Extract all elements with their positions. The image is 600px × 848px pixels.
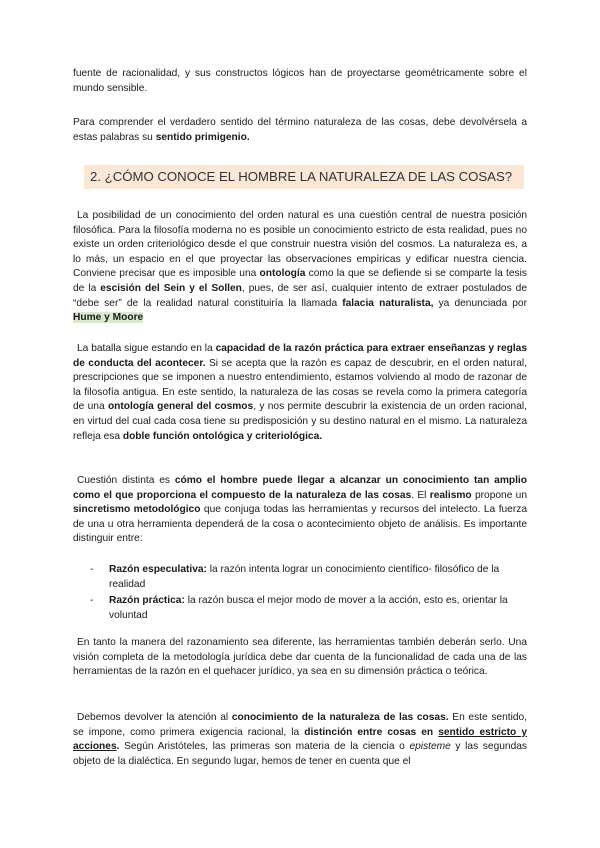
paragraph-batalla [73,342,527,444]
paragraph-text: La posibilidad de un conocimiento del orden natural es una cuestión central de nuestra posición filosófica. Para la filosofía moderna no es posible un conocimiento estricto de esta realidad, pues no existe un orden criteriológico desde el que construir nuestra visión del cosmos. La naturaleza es, a lo más, un espacio en el que proyectar las observaciones empíricas y edificar nuestra ciencia. Conviene precisar que es imposible una [73,210,527,280]
paragraph-text: Debemos devolver la atención al [77,712,232,723]
bullet-dash: - [90,595,94,606]
bullet-dash: - [90,564,94,575]
bold-text: Razón especulativa: [109,564,207,575]
bold-text: cómo el hombre puede llegar a alcanzar un conocimiento tan amplio como el que proporciona el compuesto de la naturaleza de las cosas [73,475,527,501]
paragraph-text: y las segundas objeto de la dialéctica. En segundo lugar, hemos de tener en cuenta que el [73,741,527,767]
paragraph-atencion [73,711,527,769]
paragraph-text: Si se acepta que la razón es capaz de descubrir, en el orden natural, prescripciones que se imponen a nuestro entendimiento, estamos volviendo al modo de razonar de la filosofía antigua. En este sentido, la naturaleza de las cosas se revela como la primera categoría de una [73,357,528,413]
paragraph-cuestion [73,474,527,547]
paragraph-text: que conjuga todas las herramientas y recursos del intelecto. La fuerza de una u otra herramienta dependerá de la cosa o acontecimiento objeto de análisis. Es importante distinguir entre: [73,504,528,545]
paragraph-herramientas [73,636,527,680]
paragraph-text: En tanto la manera del razonamiento sea diferente, las herramientas también deberán serlo. Una visión completa de la metodología jurídica debe dar cuenta de la funcionalidad de cada una de las herramientas de la razón en el quehacer jurídico, ya sea en su dimensión práctica o teórica. [73,637,527,678]
bold-text: Razón práctica: [109,595,185,606]
bold-text: falacia naturalista, [342,297,434,309]
bold-text: doble función ontológica y criteriológica. [122,430,323,442]
paragraph-text: , pues, de ser así, cualquier intento de extraer postulados de “debe ser” de la realidad natural constituiría la llamada [73,282,527,309]
paragraph-intro [73,67,527,96]
bold-text: sentido primigenio. [155,131,250,143]
paragraph-text: , y nos permite descubrir la existencia de un orden racional, en virtud del cual cada cosa tiene su predisposición y su destino natural en el mismo. La naturaleza refleja esa [73,401,527,442]
paragraph-conocimiento [73,209,527,326]
paragraph-text: La batalla sigue estando en la [77,343,216,354]
list-item-text [109,562,519,592]
paragraph-text: . El [411,489,430,501]
list-item-text [109,593,519,623]
paragraph-text: En este sentido, se impone, como primera exigencia racional, la [73,712,528,738]
bold-text: sincretismo metodológico [73,504,201,516]
highlighted-authors: Hume y Moore [73,312,144,324]
paragraph-text: Cuestión distinta es [77,475,175,486]
bold-text: realismo [429,489,472,501]
paragraph-text: como la que se defiende si se comparte la tesis de la [73,268,528,294]
bold-text: . [116,741,120,753]
section-heading: 2. ¿CÓMO CONOCE EL HOMBRE LA NATURALEZA DE LAS COSAS? [84,165,524,189]
paragraph-sentido [73,116,527,145]
bold-text: distinción entre cosas en [304,726,439,738]
bold-text: conocimiento de la naturaleza de las cosas. [231,712,449,723]
italic-text: episteme [409,741,451,753]
paragraph-text: ya denunciada por [433,297,527,309]
list-item-detail: la razón intenta lograr un conocimiento científico- filosófico de la realidad [109,564,500,590]
underlined-bold-text: sentido estricto y acciones [73,726,527,753]
bold-text: ontología general del cosmos [107,401,254,413]
list-item-detail: la razón busca el mejor modo de mover a la acción, esto es, orientar la voluntad [109,595,508,621]
paragraph-text: Para comprender el verdadero sentido del término naturaleza de las cosas, debe devolvérsela a estas palabras su [73,117,527,143]
paragraph-text: fuente de racionalidad, y sus constructos lógicos han de proyectarse geométricamente sobre el mundo sensible. [73,68,527,94]
paragraph-text: Según Aristóteles, las primeras son materia de la ciencia o [119,741,410,753]
bold-text: ontología [259,268,306,280]
bold-text: escisión del Sein y el Sollen [100,282,242,294]
paragraph-text: propone un [471,489,528,501]
bold-text: capacidad de la razón práctica para extraer enseñanzas y reglas de conducta del acontecer. [73,343,528,369]
